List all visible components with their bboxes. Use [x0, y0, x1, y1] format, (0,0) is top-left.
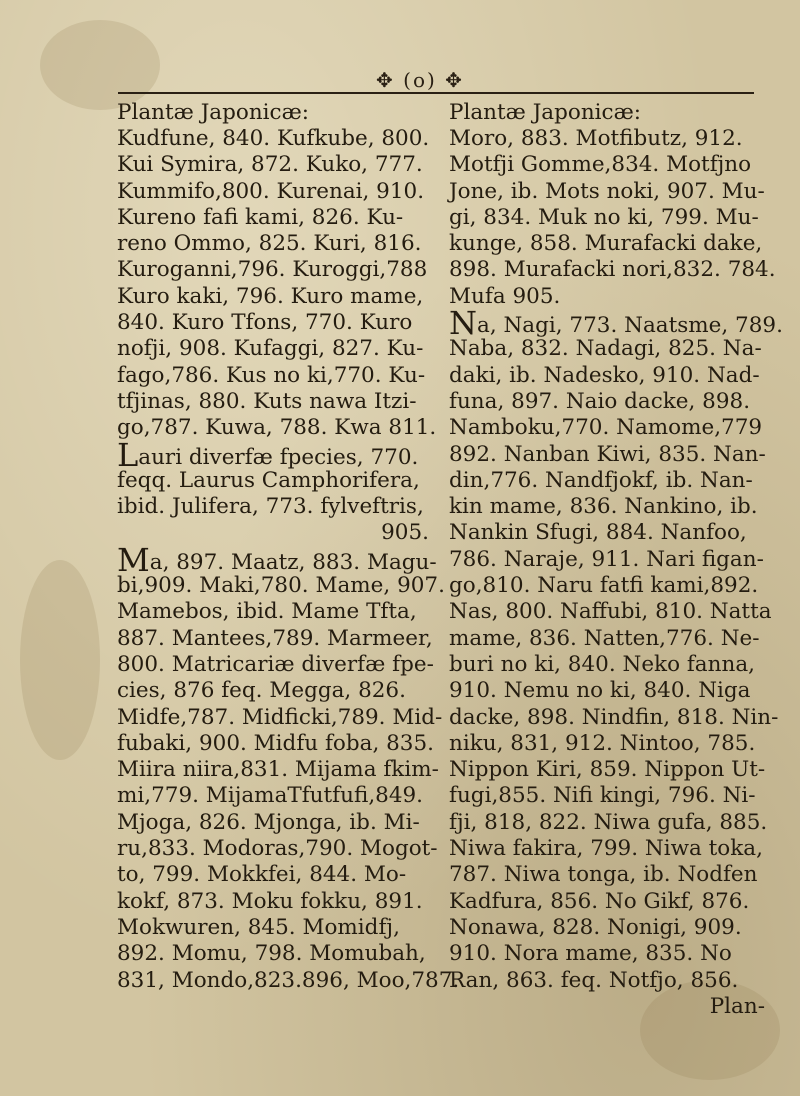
paper-stain — [40, 20, 160, 110]
text-line: cies, 876 feq. Megga, 826. — [117, 678, 406, 704]
text-line: Mufa 905. — [449, 283, 561, 309]
running-head: Plantæ Japonicæ: — [449, 100, 642, 125]
right-column — [449, 100, 785, 1020]
text-line: niku, 831, 912. Nintoo, 785. — [449, 730, 756, 756]
text-line: 892. Nanban Kiwi, 835. Nan- — [449, 441, 766, 467]
paper-stain — [20, 560, 100, 760]
text-line: a, 897. Maatz, 883. Magu- — [149, 549, 437, 575]
text-line: Nankin Sfugi, 884. Nanfoo, — [449, 520, 747, 546]
text-line: fji, 818, 822. Niwa gufa, 885. — [449, 809, 768, 835]
text-line: Kureno fafi kami, 826. Ku- — [117, 204, 404, 230]
text-line: Mokwuren, 845. Momidfj, — [117, 914, 400, 940]
text-line: Namboku,770. Namome,779 — [449, 415, 763, 441]
drop-cap-n: N — [449, 304, 477, 343]
text-line: reno Ommo, 825. Kuri, 816. — [117, 231, 422, 257]
text-line: auri diverfæ fpecies, 770. — [138, 444, 419, 470]
text-line: Kuro kaki, 796. Kuro mame, — [117, 283, 424, 309]
text-line: buri no ki, 840. Neko fanna, — [449, 651, 755, 677]
section-l-first-line — [117, 435, 453, 474]
text-line: funa, 897. Naio dacke, 898. — [449, 388, 751, 414]
text-line: 831, Mondo,823.896, Moo,787. — [117, 967, 460, 993]
header-ornament: ✥ (o) ✥ — [376, 68, 464, 92]
text-line: to, 799. Mokkfei, 844. Mo- — [117, 862, 407, 888]
text-line: Kudfune, 840. Kufkube, 800. — [117, 126, 430, 151]
text-line: Kummifo,800. Kurenai, 910. — [117, 178, 425, 204]
text-line: 898. Murafacki nori,832. 784. — [449, 257, 776, 283]
text-line: mi,779. MijamaTfutfufi,849. — [117, 783, 424, 809]
text-line: Niwa fakira, 799. Niwa toka, — [449, 836, 763, 862]
text-line: Nas, 800. Naffubi, 810. Natta — [449, 599, 772, 625]
text-line: Motfji Gomme,834. Motfjno — [449, 152, 752, 178]
text-line: Nonawa, 828. Nonigi, 909. — [449, 914, 742, 940]
text-line: tfjinas, 880. Kuts nawa Itzi- — [117, 388, 417, 414]
text-line: Moro, 883. Motfibutz, 912. — [449, 126, 743, 151]
text-line: 787. Niwa tonga, ib. Nodfen — [449, 862, 758, 888]
text-line: feqq. Laurus Camphorifera, — [117, 467, 420, 493]
text-line: Kadfura, 856. No Gikf, 876. — [449, 888, 750, 914]
text-line: Midfe,787. Midficki,789. Mid- — [117, 704, 443, 730]
catchword: Plan- — [709, 993, 765, 1019]
text-line: kin mame, 836. Nankino, ib. — [449, 494, 758, 520]
text-line: 910. Nora mame, 835. No — [449, 941, 732, 967]
header-rule — [118, 92, 754, 94]
text-line: Nippon Kiri, 859. Nippon Ut- — [449, 757, 766, 783]
text-line: a, Nagi, 773. Naatsme, 789. — [477, 313, 783, 339]
text-line: Ran, 863. feq. Notfjo, 856. — [449, 967, 739, 993]
text-line: 800. Matricariæ diverfæ fpe- — [117, 651, 434, 677]
text-line: dacke, 898. Nindfin, 818. Nin- — [449, 704, 779, 730]
text-line: Naba, 832. Nadagi, 825. Na- — [449, 336, 762, 362]
text-line: Kui Symira, 872. Kuko, 777. — [117, 152, 423, 178]
text-line: din,776. Nandfjokf, ib. Nan- — [449, 467, 753, 493]
text-line: fugi,855. Nifi kingi, 796. Ni- — [449, 783, 756, 809]
text-line: bi,909. Maki,780. Mame, 907. — [117, 573, 445, 599]
left-column — [117, 100, 460, 994]
text-line: Jone, ib. Mots noki, 907. Mu- — [449, 178, 765, 204]
text-line: daki, ib. Nadesko, 910. Nad- — [449, 362, 760, 388]
section-m-first-line — [117, 540, 453, 579]
text-line: Miira niira,831. Mijama fkim- — [117, 757, 439, 783]
text-line: 910. Nemu no ki, 840. Niga — [449, 678, 751, 704]
text-line: kunge, 858. Murafacki dake, — [449, 231, 763, 257]
text-line: 892. Momu, 798. Momubah, — [117, 941, 426, 967]
text-line: go,787. Kuwa, 788. Kwa 811. — [117, 415, 437, 441]
text-line: 840. Kuro Tfons, 770. Kuro — [117, 310, 413, 336]
text-line: 905. — [381, 520, 429, 546]
text-line: Kuroganni,796. Kuroggi,788 — [117, 257, 428, 283]
text-line: mame, 836. Natten,776. Ne- — [449, 625, 760, 651]
text-line: fago,786. Kus no ki,770. Ku- — [117, 362, 426, 388]
text-line: kokf, 873. Moku fokku, 891. — [117, 888, 423, 914]
text-line: fubaki, 900. Midfu foba, 835. — [117, 730, 434, 756]
text-line: Mamebos, ibid. Mame Tfta, — [117, 599, 417, 625]
drop-cap-l: L — [117, 435, 139, 474]
text-line: 786. Naraje, 911. Nari figan- — [449, 546, 764, 572]
text-line: Mjoga, 826. Mjonga, ib. Mi- — [117, 809, 420, 835]
text-line: nofji, 908. Kufaggi, 827. Ku- — [117, 336, 424, 362]
running-head: Plantæ Japonicæ: — [117, 100, 310, 125]
text-line: ru,833. Modoras,790. Mogot- — [117, 836, 438, 862]
drop-cap-m: M — [117, 540, 150, 579]
section-n-first-line — [449, 304, 785, 343]
text-line: gi, 834. Muk no ki, 799. Mu- — [449, 204, 759, 230]
text-line: ibid. Julifera, 773. fylveftris, — [117, 494, 424, 520]
text-line: go,810. Naru fatfi kami,892. — [449, 573, 759, 599]
text-line: 887. Mantees,789. Marmeer, — [117, 625, 433, 651]
